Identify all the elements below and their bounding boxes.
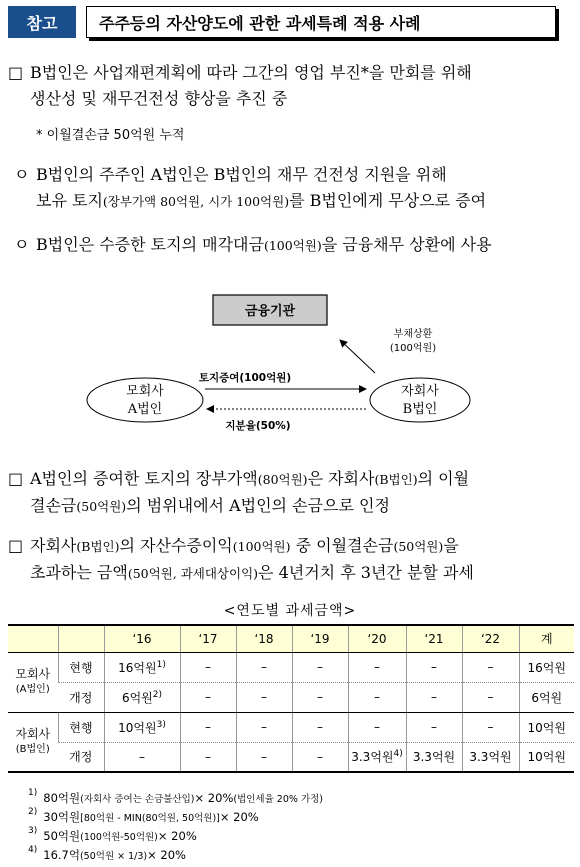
- footnote-rest: × 20%: [219, 809, 259, 824]
- header-cell: ‘21: [406, 625, 462, 652]
- p5-line1e: 중 이월결손금: [290, 536, 394, 555]
- row-type: 현행: [58, 652, 104, 682]
- footnote-small: (50억원 × 1/3): [79, 850, 148, 862]
- footnote-mark: 1): [28, 787, 38, 798]
- p5-line2a: 초과하는 금액: [30, 563, 128, 582]
- p1-line2: 생산성 및 재무건전성 향상을 추진 중: [30, 89, 288, 108]
- p2-line1: B법인의 주주인 A법인은 B법인의 재무 건전성 지원을 위해: [36, 165, 447, 184]
- row-type: 개정: [58, 742, 104, 772]
- table-cell: –: [292, 652, 348, 682]
- page-title: 주주등의 자산양도에 관한 과세특례 적용 사례: [86, 6, 556, 38]
- p5-line2b: (50억원, 과세대상이익): [127, 566, 259, 581]
- p3-line1a: B법인은 수증한 토지의 매각대금: [36, 235, 264, 254]
- table-cell: –: [292, 742, 348, 772]
- footnote-mark: 4): [28, 844, 38, 855]
- header-cell: 계: [519, 625, 574, 652]
- p4-line2a: 결손금: [30, 496, 77, 515]
- footnote-rest: × 20%: [147, 847, 186, 862]
- header-cell: ‘22: [462, 625, 519, 652]
- footnote-rest: × 20%: [157, 828, 197, 843]
- table-header-row: [8, 625, 574, 652]
- p4-line1b: (80억원): [257, 472, 308, 487]
- table-cell: –: [462, 712, 519, 742]
- table-row: [8, 652, 574, 682]
- transaction-diagram: [0, 285, 580, 445]
- table-cell: [104, 682, 180, 712]
- row-type: 현행: [58, 712, 104, 742]
- footnote: [28, 788, 323, 807]
- p4-line2b: (50억원): [76, 499, 127, 514]
- footnotes: [28, 788, 323, 864]
- p4-line2c: 의 범위내에서 A법인의 손금으로 인정: [126, 496, 390, 515]
- p5-line1g: 을: [443, 536, 459, 555]
- debt-arrow: [340, 340, 375, 373]
- footnote-small2: (법인세율 20% 가정): [233, 793, 324, 805]
- header-cell: ‘20: [348, 625, 406, 652]
- table-cell: –: [406, 682, 462, 712]
- paragraph-3: [14, 232, 492, 259]
- p1-line1: B법인은 사업재편계획에 따라 그간의 영업 부진*을 만회를 위해: [30, 63, 472, 82]
- table-cell: [104, 652, 180, 682]
- table-cell: –: [406, 652, 462, 682]
- table-cell: –: [180, 712, 236, 742]
- table-cell: [104, 712, 180, 742]
- group-child: [8, 712, 58, 772]
- footnote-main: 50억원: [43, 828, 81, 843]
- header-cell: [8, 625, 58, 652]
- paragraph-5: [8, 533, 474, 587]
- table-row: [8, 742, 574, 772]
- p1-note: * 이월결손금 50억원 누적: [36, 128, 185, 143]
- child-line1: 자회사: [401, 384, 439, 399]
- footnote-ref: 2): [152, 689, 163, 700]
- header-cell: ‘17: [180, 625, 236, 652]
- p4-line1c: 은 자회사: [307, 469, 375, 488]
- group-sub: (A법인): [15, 684, 50, 695]
- table-cell: –: [462, 682, 519, 712]
- header-cell: ‘18: [236, 625, 292, 652]
- footnote-mark: 2): [28, 806, 38, 817]
- group-sub: (B법인): [15, 743, 50, 755]
- p5-line2c: 은 4년거치 후 3년간 분할 과세: [258, 563, 474, 582]
- p4-line1d: (B법인): [374, 472, 418, 487]
- square-bullet-icon: □: [8, 536, 24, 555]
- footnote-mark: 3): [28, 825, 38, 836]
- p3-line1b: (100억원): [263, 238, 322, 253]
- table-cell: 3.3억원: [406, 742, 462, 772]
- table-cell: –: [104, 742, 180, 772]
- cell-value: 16억원: [118, 660, 157, 675]
- p2-line2a: 보유 토지: [36, 191, 103, 210]
- table-cell: 6억원: [519, 682, 574, 712]
- p5-line1f: (50억원): [393, 539, 444, 554]
- equity-label: 지분율(50%): [225, 420, 291, 432]
- footnote-main: 80억원: [43, 790, 81, 805]
- table-cell: [348, 742, 406, 772]
- footnote-small: [80억원 - MIN(80억원, 50억원)]: [80, 812, 220, 824]
- table-cell: –: [180, 742, 236, 772]
- footnote: [28, 807, 323, 826]
- footnote-main: 30억원: [43, 809, 81, 824]
- table-cell: –: [180, 682, 236, 712]
- header-cell: ‘19: [292, 625, 348, 652]
- debt-label-2: (100억원): [389, 343, 437, 354]
- group-name: 모회사: [15, 667, 51, 681]
- header-cell: ‘16: [104, 625, 180, 652]
- table-cell: 10억원: [519, 742, 574, 772]
- table-cell: –: [236, 712, 292, 742]
- table-cell: 10억원: [519, 712, 574, 742]
- footnote-rest: × 20%: [194, 790, 234, 805]
- paragraph-2: [14, 162, 486, 215]
- p4-line1a: A법인의 증여한 토지의 장부가액: [30, 469, 258, 488]
- table-cell: –: [292, 682, 348, 712]
- p2-line2c: 를 B법인에게 무상으로 증여: [289, 191, 487, 210]
- table-cell: 16억원: [519, 652, 574, 682]
- child-line2: B법인: [402, 402, 438, 417]
- cell-value: 3.3억원: [351, 750, 394, 765]
- footnote-ref: 3): [156, 719, 166, 730]
- p5-line1c: 의 자산수증이익: [119, 536, 233, 555]
- cell-value: 6억원: [121, 690, 153, 705]
- table-cell: –: [348, 652, 406, 682]
- p5-line1a: 자회사: [30, 536, 77, 555]
- table-cell: –: [236, 682, 292, 712]
- footnote-ref: 4): [393, 749, 403, 760]
- square-bullet-icon: □: [8, 63, 24, 82]
- table-cell: –: [462, 652, 519, 682]
- table-cell: –: [292, 712, 348, 742]
- footnote-ref: 1): [156, 659, 166, 670]
- footnote-small: (자회사 증여는 손금불산입): [80, 793, 195, 805]
- group-parent: [8, 652, 58, 712]
- p4-line1e: 의 이월: [417, 469, 470, 488]
- paragraph-1: [8, 60, 472, 112]
- table-cell: –: [348, 682, 406, 712]
- circle-bullet-icon: ㅇ: [14, 235, 30, 254]
- table-cell: –: [236, 742, 292, 772]
- circle-bullet-icon: ㅇ: [14, 165, 30, 184]
- cell-value: 10억원: [118, 720, 157, 735]
- p2-line2b: (장부가액 80억원, 시가 100억원): [102, 194, 290, 209]
- p5-line1b: (B법인): [76, 539, 120, 554]
- p3-line1c: 을 금융채무 상환에 사용: [321, 235, 492, 254]
- paragraph-4: [8, 466, 469, 520]
- row-type: 개정: [58, 682, 104, 712]
- bank-label: 금융기관: [244, 304, 296, 319]
- group-name: 자회사: [15, 726, 51, 741]
- footnote: [28, 845, 323, 864]
- table-row: [8, 682, 574, 712]
- p5-line1d: (100억원): [232, 539, 291, 554]
- reference-tag: 참고: [8, 6, 76, 38]
- tax-amount-table: [8, 624, 574, 773]
- header-cell: [58, 625, 104, 652]
- table-cell: –: [236, 652, 292, 682]
- table-cell: –: [180, 652, 236, 682]
- square-bullet-icon: □: [8, 469, 24, 488]
- table-cell: 3.3억원: [462, 742, 519, 772]
- footnote: [28, 826, 323, 845]
- gift-label: 토지증여(100억원): [198, 372, 292, 384]
- debt-label-1: 부채상환: [393, 329, 433, 340]
- parent-line2: A법인: [127, 402, 163, 417]
- table-cell: –: [348, 712, 406, 742]
- footnote-small: (100억원-50억원): [80, 831, 158, 843]
- footnote-main: 16.7억: [43, 847, 80, 862]
- header: [8, 6, 556, 38]
- parent-line1: 모회사: [126, 384, 164, 399]
- table-cell: –: [406, 712, 462, 742]
- table-title: <연도별 과세금액>: [223, 603, 357, 619]
- table-row: [8, 712, 574, 742]
